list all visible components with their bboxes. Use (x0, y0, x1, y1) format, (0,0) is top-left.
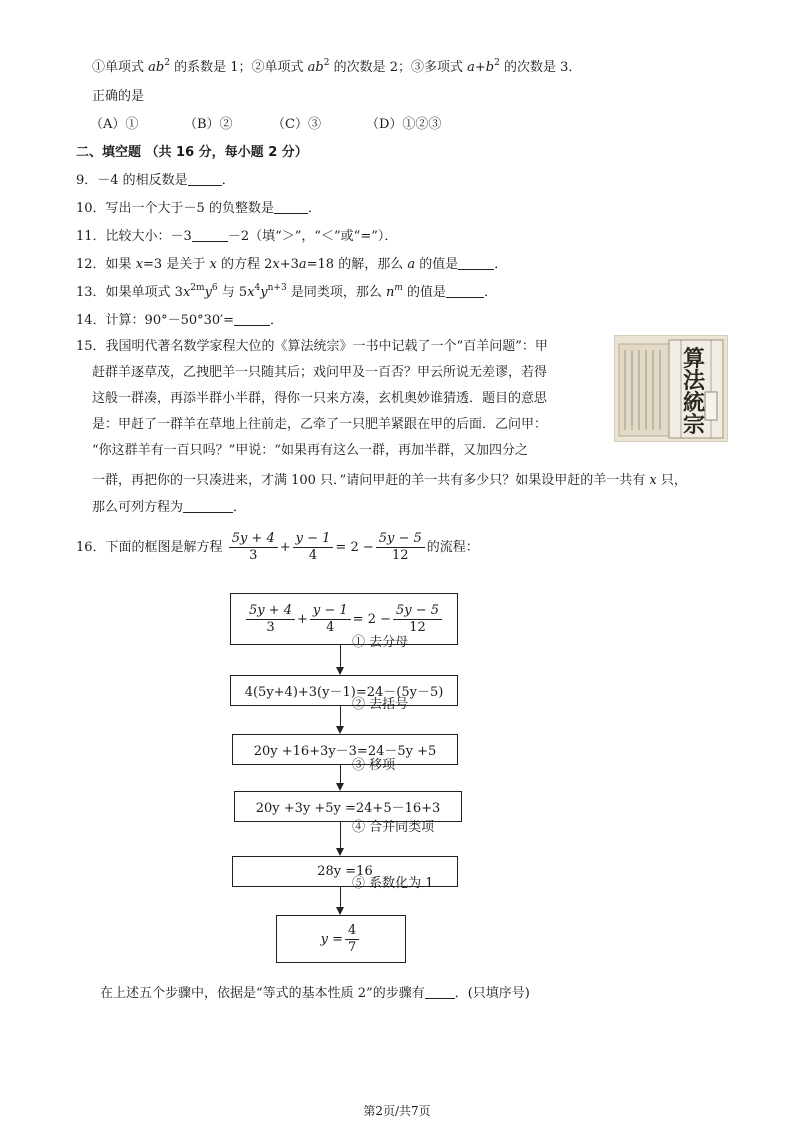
flow-arrow (340, 765, 341, 783)
arrow-head-icon (336, 907, 344, 915)
flow-arrow (340, 706, 341, 726)
q12: 12．如果 x=3 是关于 x 的方程 2x+3a=18 的解，那么 a 的值是 ． (76, 257, 508, 272)
flow-step-5: ⑤ 系数化为 1 (352, 876, 434, 891)
flow-box-step1: 4(5y+4)+3(y－1)=24－(5y－5) (230, 675, 458, 706)
fraction: $\frac{5y - 5}{12}$ (376, 531, 425, 564)
q16-question: 在上述五个步骤中，依据是“等式的基本性质 2”的步骤有 ．(只填序号) (100, 986, 530, 1001)
answer-blank[interactable] (192, 241, 228, 242)
option-c[interactable]: （C）③ (272, 117, 321, 132)
flow-box-result: y = $\frac{4}{7}$ (276, 915, 406, 963)
book-cover-image (614, 335, 728, 442)
option-d[interactable]: （D）①②③ (366, 117, 442, 132)
flow-step-3: ③ 移项 (352, 758, 396, 773)
q15-line-5: “你这群羊有一百只吗？”甲说：“如果再有这么一群，再加半群，又加四分之 (92, 443, 528, 458)
option-b[interactable]: （B）② (184, 117, 233, 132)
q15-line-2: 赶群羊逐草茂，乙拽肥羊一只随其后；戏问甲及一百否？甲云所说无差谬，若得 (92, 365, 548, 380)
flow-step-2: ② 去括号 (352, 697, 409, 712)
q14: 14．计算：90°－50°30′= ． (76, 313, 284, 328)
answer-blank[interactable] (183, 512, 233, 513)
flow-step-4: ④ 合并同类项 (352, 820, 435, 835)
arrow-head-icon (336, 667, 344, 675)
flow-box-step3: 20y +3y +5y =24+5－16+3 (234, 791, 462, 822)
flow-arrow (340, 822, 341, 848)
flow-arrow (340, 887, 341, 907)
arrow-head-icon (336, 726, 344, 734)
q11: 11．比较大小：－3 －2（填“＞”，“＜”或“=”）． (76, 229, 398, 244)
arrow-head-icon (336, 848, 344, 856)
q15-line-3: 这般一群凑，再添半群小半群，得你一只来方凑，玄机奥妙谁猜透．题目的意思 (92, 391, 548, 406)
q8-statement: ①单项式 $ab^2$ 的系数是 1；②单项式 $ab^2$ 的次数是 2；③多项式 $a+b^2$ 的次数是 3． (92, 58, 582, 75)
flow-box-step4: 28y =16 (232, 856, 458, 887)
flow-step-1: ① 去分母 (352, 635, 409, 650)
q16-intro: 16．下面的框图是解方程 $\frac{5y + 4}{3}$ + $\frac{y - 1}{4}$ = 2 − $\frac{5y - 5}{12}$ 的流程： (76, 531, 479, 563)
section-heading: 二、填空题 （共 16 分，每小题 2 分） (76, 145, 308, 160)
q10: 10．写出一个大于－5 的负整数是 ． (76, 201, 321, 216)
flow-box-step2: 20y +16+3y－3=24－5y +5 (232, 734, 458, 765)
q15-line-4: 是：甲赶了一群羊在草地上往前走，乙牵了一只肥羊紧跟在甲的后面．乙问甲： (92, 417, 548, 432)
answer-blank[interactable] (234, 325, 270, 326)
answer-blank[interactable] (188, 185, 222, 186)
page-number: 第2页/共7页 (363, 1104, 431, 1118)
q15-line-7: 那么可列方程为 ． (92, 500, 247, 515)
q15-line-6: 一群，再把你的一只凑进来，才满 100 只．”请问甲赶的羊一共有多少只？如果设甲赶的羊一共有 x 只， (92, 473, 687, 488)
q9: 9．－4 的相反数是 ． (76, 173, 235, 188)
book-title-calligraphy: 算法統宗 (683, 346, 706, 438)
flow-box-equation: $\frac{5y + 4}{3}$ + $\frac{y - 1}{4}$ = 2 − $\frac{5y - 5}{12}$ (230, 593, 458, 645)
flow-arrow (340, 645, 341, 667)
q13: 13．如果单项式 $3x^{2m}y^6$ 与 $5x^4y^{n+3}$ 是同类项，那么 $n^m$ 的值是 ． (76, 283, 498, 300)
answer-blank[interactable] (425, 998, 455, 999)
answer-blank[interactable] (458, 269, 494, 270)
arrow-head-icon (336, 783, 344, 791)
q8-correct-label: 正确的是 (92, 89, 145, 104)
option-a[interactable]: （A）① (90, 117, 139, 132)
answer-blank[interactable] (446, 297, 484, 298)
fraction: $\frac{y - 1}{4}$ (293, 531, 334, 564)
answer-blank[interactable] (274, 213, 308, 214)
fraction: $\frac{5y + 4}{3}$ (229, 531, 278, 564)
q15-line-1: 15．我国明代著名数学家程大位的《算法统宗》一书中记载了一个“百羊问题”：甲 (76, 339, 548, 354)
